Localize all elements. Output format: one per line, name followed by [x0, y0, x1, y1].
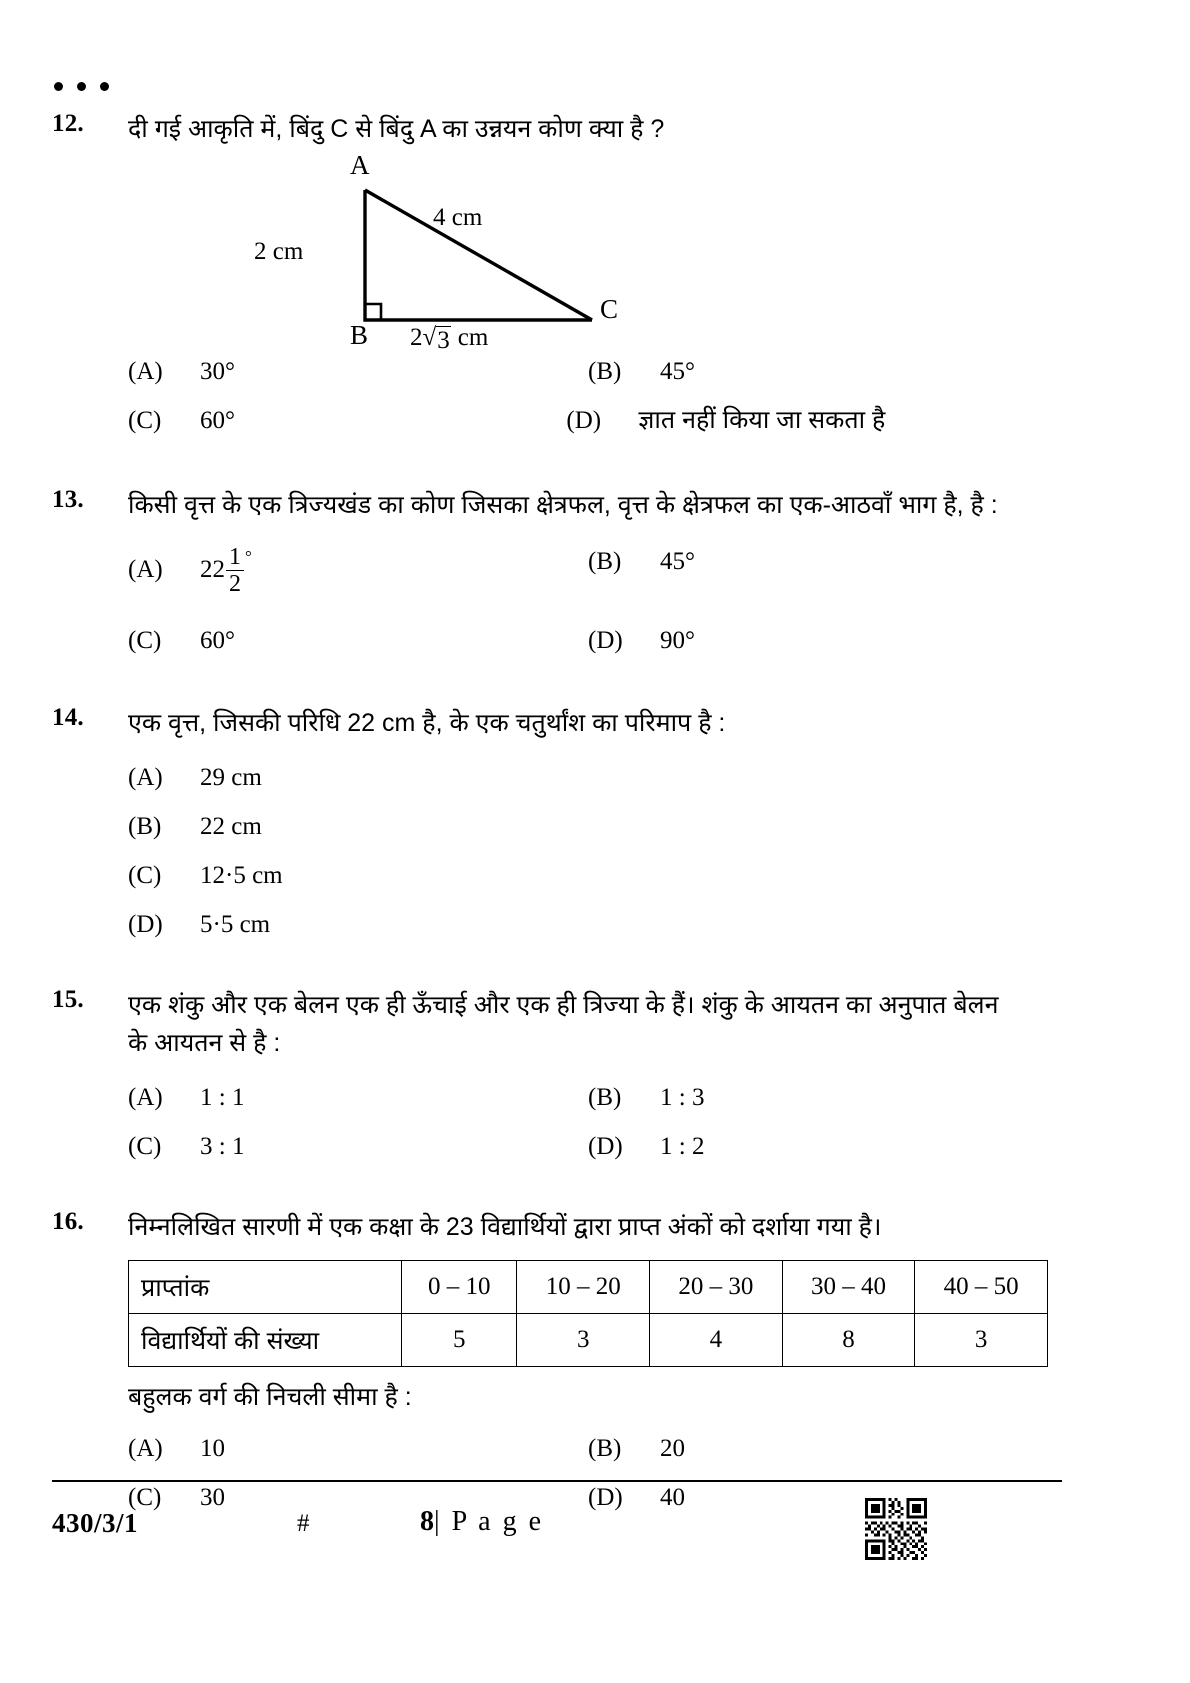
option-value: 30 — [200, 1483, 225, 1511]
question-text-line1: एक शंकु और एक बेलन एक ही ऊँचाई और एक ही त्रिज्या के हैं। शंकु के आयतन का अनुपात बेलन — [128, 990, 999, 1019]
option-value — [200, 544, 252, 597]
question-14 — [52, 704, 1062, 942]
option-value: 5·5 cm — [200, 910, 271, 938]
option-value: 20 — [660, 1434, 685, 1462]
page-separator: | — [434, 1506, 443, 1537]
page-word: P a g e — [451, 1506, 544, 1537]
dot-icon — [54, 82, 63, 91]
question-text: दी गई आकृति में, बिंदु C से बिंदु A का उन्नयन कोण क्या है ? — [128, 115, 665, 143]
page-content — [52, 76, 1062, 1525]
option-label: (A) — [128, 1434, 163, 1462]
table-row — [129, 1260, 1048, 1313]
page-indicator — [420, 1506, 544, 1538]
bc-coefficient: 2 — [410, 324, 423, 351]
bc-unit: cm — [457, 324, 489, 351]
option-b[interactable] — [588, 1431, 1048, 1466]
hash-mark: # — [297, 1510, 310, 1537]
sub-question-prompt: बहुलक वर्ग की निचली सीमा है : — [128, 1382, 412, 1411]
option-value: 1 : 3 — [660, 1083, 705, 1111]
option-value: 30° — [200, 358, 235, 385]
option-b[interactable] — [588, 1080, 1048, 1115]
interval-cell: 10 – 20 — [517, 1260, 650, 1313]
question-text: किसी वृत्त के एक त्रिज्यखंड का कोण जिसका क्षेत्रफल, वृत्त के क्षेत्रफल का एक-आठवाँ भाग है, है : — [128, 491, 998, 519]
option-value: 12·5 cm — [200, 861, 283, 889]
option-a[interactable] — [128, 1431, 588, 1466]
option-value: 22 cm — [200, 812, 262, 840]
question-16 — [52, 1208, 1062, 1515]
frequency-cell: 8 — [782, 1313, 915, 1366]
option-label: (B) — [588, 1434, 622, 1462]
option-c[interactable] — [128, 403, 566, 438]
option-a[interactable] — [128, 1080, 588, 1115]
option-label: (C) — [128, 626, 162, 654]
frequency-table — [128, 1260, 1048, 1367]
option-b[interactable] — [588, 544, 1048, 597]
option-a[interactable] — [128, 544, 588, 597]
options-12 — [128, 354, 1062, 438]
option-c[interactable] — [128, 1129, 588, 1164]
option-a[interactable] — [128, 354, 588, 389]
option-value: 1 : 2 — [660, 1132, 705, 1160]
option-label: (D) — [128, 910, 163, 938]
option-label: (D) — [566, 407, 602, 434]
radical-sign-icon: √ — [422, 324, 437, 351]
option-row — [128, 760, 1062, 795]
option-value: 45° — [660, 358, 695, 385]
question-13 — [52, 486, 1062, 658]
interval-cell: 40 – 50 — [915, 1260, 1048, 1313]
option-row — [128, 354, 1062, 389]
qr-code-icon — [865, 1498, 927, 1560]
frequency-cell: 3 — [517, 1313, 650, 1366]
continuation-dots — [54, 76, 1062, 96]
side-label-bc — [410, 324, 488, 355]
option-label: (B) — [588, 548, 622, 575]
vertex-label-c: C — [600, 294, 619, 324]
dot-icon — [100, 82, 109, 91]
option-value: 10 — [200, 1434, 225, 1462]
option-row — [128, 1129, 1062, 1164]
option-label: (C) — [128, 1483, 162, 1511]
option-label: (B) — [128, 812, 162, 840]
vertex-label-a: A — [350, 150, 370, 180]
option-value: 29 cm — [200, 763, 262, 791]
option-label: (D) — [588, 626, 623, 654]
question-number: 14. — [52, 703, 84, 731]
option-value: 45° — [660, 548, 695, 575]
option-row — [128, 623, 1062, 658]
fraction-numerator: 1 — [229, 544, 241, 570]
option-d[interactable] — [566, 403, 1062, 438]
option-b[interactable] — [128, 809, 588, 844]
option-row — [128, 809, 1062, 844]
option-d[interactable] — [588, 623, 1048, 658]
degree-symbol: ° — [245, 547, 252, 567]
option-label: (C) — [128, 407, 162, 434]
question-number: 13. — [52, 486, 84, 513]
option-label: (C) — [128, 1132, 162, 1160]
question-text-line2: के आयतन से है : — [128, 1028, 281, 1057]
footer-divider — [52, 1480, 1062, 1482]
row-header-students: विद्यार्थियों की संख्या — [129, 1313, 402, 1366]
fraction — [226, 545, 244, 598]
option-label: (B) — [588, 1083, 622, 1111]
dot-icon — [77, 82, 86, 91]
option-row — [128, 858, 1062, 893]
option-label: (A) — [128, 358, 163, 385]
option-label: (D) — [588, 1483, 623, 1511]
fraction-denominator: 2 — [226, 570, 244, 597]
options-14 — [128, 760, 1062, 942]
option-b[interactable] — [588, 354, 1048, 389]
question-text: निम्नलिखित सारणी में एक कक्षा के 23 विद्यार्थियों द्वारा प्राप्त अंकों को दर्शाया गया है। — [128, 1212, 882, 1241]
side-label-ac: 4 cm — [433, 204, 483, 231]
option-row — [128, 403, 1062, 438]
option-d[interactable] — [588, 1129, 1048, 1164]
interval-cell: 30 – 40 — [782, 1260, 915, 1313]
page-footer — [52, 1498, 1062, 1568]
interval-cell: 20 – 30 — [650, 1260, 783, 1313]
option-value: ज्ञात नहीं किया जा सकता है — [638, 406, 886, 434]
option-value: 60° — [200, 407, 235, 434]
option-label: (A) — [128, 556, 163, 584]
option-value: 60° — [200, 626, 235, 654]
option-value: 1 : 1 — [200, 1083, 245, 1111]
page-number: 8 — [420, 1506, 434, 1537]
option-value: 40 — [660, 1483, 685, 1511]
option-c[interactable] — [128, 623, 588, 658]
triangle-figure — [128, 150, 1062, 354]
option-label: (A) — [128, 763, 163, 791]
option-row — [128, 907, 1062, 942]
question-number: 16. — [52, 1207, 84, 1235]
row-header-marks: प्राप्तांक — [129, 1260, 402, 1313]
interval-cell: 0 – 10 — [402, 1260, 517, 1313]
options-15 — [128, 1080, 1062, 1164]
triangle-diagram-svg — [128, 152, 648, 342]
option-label: (D) — [588, 1132, 623, 1160]
question-number: 12. — [52, 110, 84, 137]
option-label: (C) — [128, 861, 162, 889]
mixed-whole: 22 — [200, 556, 225, 584]
vertex-label-b: B — [350, 320, 369, 350]
option-c[interactable] — [128, 858, 588, 893]
option-value: 3 : 1 — [200, 1132, 245, 1160]
question-text: एक वृत्त, जिसकी परिधि 22 cm है, के एक चतुर्थांश का परिमाप है : — [128, 708, 726, 737]
bc-radicand: 3 — [437, 327, 450, 354]
question-12 — [52, 110, 1062, 438]
side-label-ab: 2 cm — [254, 238, 304, 265]
option-value: 90° — [660, 626, 695, 654]
option-row — [128, 544, 1062, 597]
option-label: (A) — [128, 1083, 163, 1111]
options-13 — [128, 544, 1062, 658]
sqrt-expression — [410, 324, 488, 355]
frequency-cell: 3 — [915, 1313, 1048, 1366]
option-a[interactable] — [128, 760, 588, 795]
option-row — [128, 1080, 1062, 1115]
question-number: 15. — [52, 985, 84, 1013]
table-row — [129, 1313, 1048, 1366]
option-label: (B) — [588, 358, 622, 385]
paper-code: 430/3/1 — [52, 1508, 139, 1538]
option-d[interactable] — [128, 907, 588, 942]
frequency-cell: 4 — [650, 1313, 783, 1366]
question-15 — [52, 986, 1062, 1164]
frequency-cell: 5 — [402, 1313, 517, 1366]
option-row — [128, 1431, 1062, 1466]
